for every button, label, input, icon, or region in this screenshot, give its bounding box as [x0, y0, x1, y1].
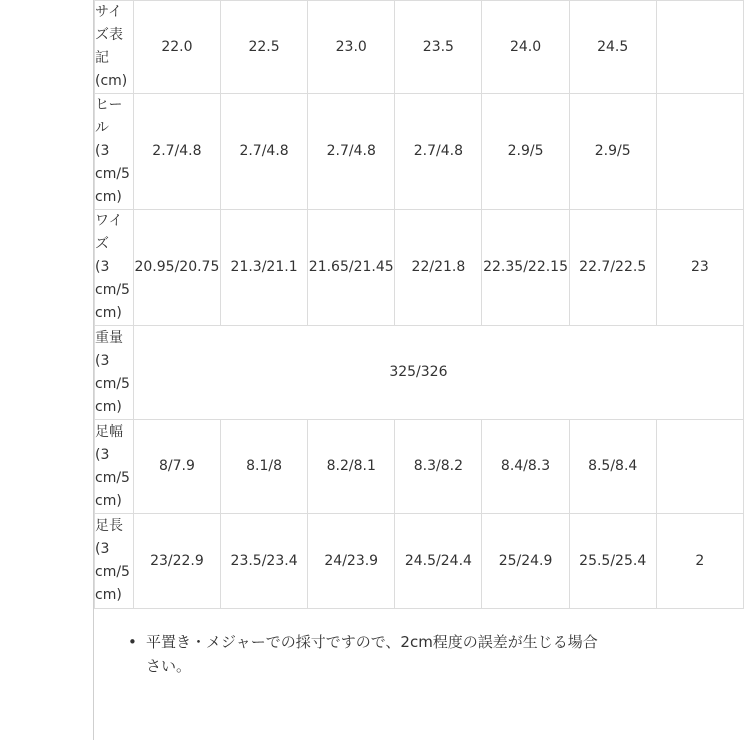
- row-header-line: ズ: [95, 236, 109, 252]
- table-cell-merged: [133, 326, 743, 420]
- row-header-line: 足長: [95, 518, 123, 534]
- row-header-line: cm/5: [95, 166, 130, 182]
- row-header-line: ル: [95, 120, 109, 136]
- table-cell: 25/24.9: [482, 514, 569, 609]
- table-cell: 2.7/4.8: [221, 94, 308, 210]
- row-header-foot-length: [95, 514, 134, 609]
- note-text: [146, 630, 728, 678]
- table-row-size: [95, 1, 744, 94]
- row-header-line: cm): [95, 587, 122, 603]
- row-header-line: ヒー: [95, 97, 123, 113]
- row-header-line: cm/5: [95, 469, 130, 486]
- measurement-note: [128, 630, 728, 678]
- table-cell: 23.0: [308, 1, 395, 94]
- row-header-line: cm/5: [95, 564, 130, 580]
- row-header-line: (cm): [95, 73, 128, 89]
- table-cell: 8.3/8.2: [395, 420, 482, 514]
- table-cell: 22.35/22.15: [482, 210, 569, 326]
- table-cell: 23/22.9: [133, 514, 220, 609]
- table-cell: [656, 94, 743, 210]
- table-cell: 21.65/21.45: [308, 210, 395, 326]
- table-row-heel: [95, 94, 744, 210]
- row-header-line: cm): [95, 492, 122, 509]
- table-cell: 2.7/4.8: [133, 94, 220, 210]
- table-cell: 23.5/23.4: [221, 514, 308, 609]
- size-chart-frame: [93, 0, 709, 740]
- table-cell: 24.5: [569, 1, 656, 94]
- row-header-line: cm): [95, 398, 122, 415]
- note-line: 平置き・メジャーでの採寸ですので、2cm程度の誤差が生じる場合: [146, 633, 598, 651]
- table-cell: 8/7.9: [133, 420, 220, 514]
- table-row-foot-length: [95, 514, 744, 609]
- row-header-heel: [95, 94, 134, 210]
- table-cell: 22.7/22.5: [569, 210, 656, 326]
- table-cell: 25.5/25.4: [569, 514, 656, 609]
- table-cell: 2.7/4.8: [308, 94, 395, 210]
- row-header-line: (3: [95, 259, 110, 275]
- row-header-line: 重量: [95, 329, 123, 346]
- row-header-line: 記: [95, 50, 109, 66]
- table-cell: 8.4/8.3: [482, 420, 569, 514]
- weight-value: 325/326: [389, 364, 448, 380]
- row-header-line: cm/5: [95, 282, 130, 298]
- table-cell: 8.2/8.1: [308, 420, 395, 514]
- row-header-line: (3: [95, 352, 110, 369]
- note-line: さい。: [146, 657, 192, 675]
- table-cell: 24.5/24.4: [395, 514, 482, 609]
- row-header-line: (3: [95, 541, 110, 557]
- row-header-foot-width: [95, 420, 134, 514]
- row-header-wise: [95, 210, 134, 326]
- table-cell: 22.5: [221, 1, 308, 94]
- table-cell: 2.9/5: [482, 94, 569, 210]
- table-cell: 23.5: [395, 1, 482, 94]
- row-header-weight: [95, 326, 134, 420]
- row-header-line: cm): [95, 189, 122, 205]
- table-cell: 8.1/8: [221, 420, 308, 514]
- row-header-line: サイズ表: [95, 4, 123, 43]
- table-cell: 21.3/21.1: [221, 210, 308, 326]
- table-cell: 2.9/5: [569, 94, 656, 210]
- table-row-foot-width: [95, 420, 744, 514]
- table-cell: 23: [656, 210, 743, 326]
- table-row-weight: [95, 326, 744, 420]
- table-cell: [656, 420, 743, 514]
- bullet-icon: •: [128, 633, 137, 651]
- row-header-line: (3: [95, 143, 110, 159]
- size-table: [94, 0, 744, 609]
- table-cell: 22/21.8: [395, 210, 482, 326]
- row-header-line: cm/5: [95, 375, 130, 392]
- table-cell: 2: [656, 514, 743, 609]
- row-header-line: ワイ: [95, 213, 123, 229]
- table-cell: [656, 1, 743, 94]
- table-row-wise: [95, 210, 744, 326]
- table-cell: 22.0: [133, 1, 220, 94]
- table-cell: 24.0: [482, 1, 569, 94]
- row-header-line: (3: [95, 446, 110, 463]
- table-cell: 8.5/8.4: [569, 420, 656, 514]
- row-header-line: cm): [95, 305, 122, 321]
- table-cell: 24/23.9: [308, 514, 395, 609]
- table-cell: 2.7/4.8: [395, 94, 482, 210]
- row-header-line: 足幅: [95, 423, 123, 440]
- table-cell: 20.95/20.75: [133, 210, 220, 326]
- row-header-size: [95, 1, 134, 94]
